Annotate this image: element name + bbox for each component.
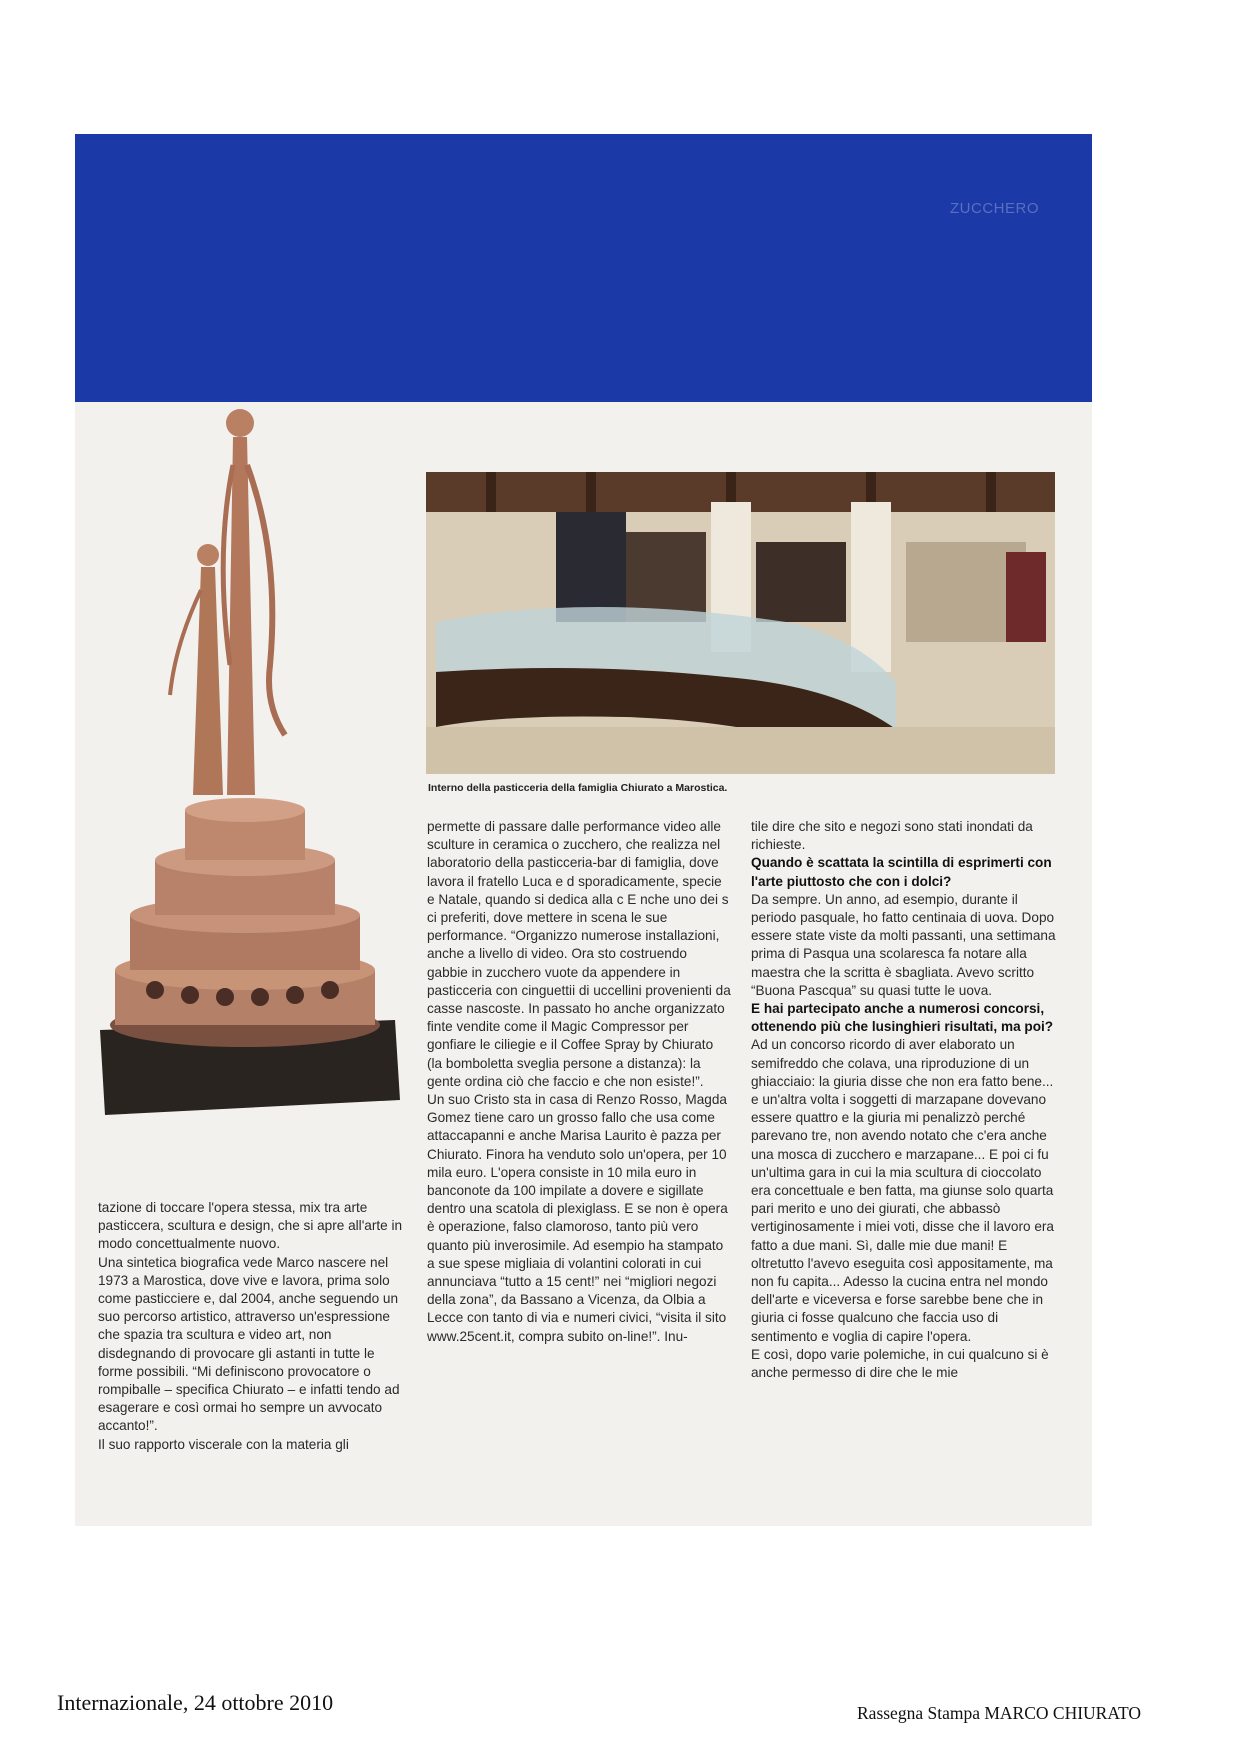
- sugar-sculpture-image: [95, 405, 410, 1155]
- paragraph: E così, dopo varie polemiche, in cui qualcuno si è anche permesso di dire che le mie: [751, 1346, 1049, 1381]
- interview-question: Quando è scattata la scintilla di esprimerti con l'arte piuttosto che con i dolci?: [751, 855, 1052, 889]
- section-label: ZUCCHERO: [950, 200, 1039, 217]
- publication-source: Internazionale, 24 ottobre 2010: [57, 1690, 334, 1715]
- article-column-3: [751, 818, 1060, 1382]
- article-column-1: [98, 1199, 408, 1454]
- paragraph: Il suo rapporto viscerale con la materia gli: [98, 1436, 349, 1452]
- photo-caption: Interno della pasticceria della famiglia Chiurato a Marostica.: [428, 782, 728, 794]
- paragraph: Un suo Cristo sta in casa di Renzo Rosso, Magda Gomez tiene caro un grosso fallo che usa come attaccapanni e anche Marisa Laurito è pazza per Chiurato. Finora ha venduto solo un'opera, per 10 mila euro. L'opera consiste in 10 mila euro in banconote da 100 impilate a dovere e sigillate dentro una scatola di plexiglass. E se non è opera è operazione, falso clamoroso, tanto più vero quanto più inverosimile. Ad esempio ha stampato a sue spese migliaia di volantini colorati in cui annunciava “tutto a 15 cent!” nei “migliori negozi della zona”, da Bassano a Vicenza, da Olbia a Lecce con tanto di via e numeri civici, “visita il sito www.25cent.it, compra subito on-line!”. Inu-: [427, 1092, 728, 1344]
- paragraph: Da sempre. Un anno, ad esempio, durante il periodo pasquale, ho fatto centinaia di uova. Dopo essere state viste da molti passanti, una settimana prima di Pasqua una scolaresca fa notare alla maestra che la scritta è sbagliata. Avevo scritto “Buona Pascqua” su quasi tutte le uova.: [751, 891, 1056, 998]
- paragraph: tazione di toccare l'opera stessa, mix tra arte pasticcera, scultura e design, che si apre all'arte in modo concettualmente nuovo.: [98, 1200, 403, 1252]
- paragraph: permette di passare dalle performance video alle sculture in ceramica o zucchero, che realizza nel laboratorio della pasticceria-bar di famiglia, dove lavora il fratello Luca e d sporadicamente, specie e Natale, quando si dedica alla c E nche uno dei s ci preferiti, dove mettere in scena le sue performance. “Organizzo numerose installazioni, anche a livello di video. Ora sto costruendo gabbie in zucchero vuote da appendere in pasticceria con cinguettii di uccellini provenienti da casse nascoste. In passato ho anche organizzato finte vendite come il Magic Compressor per gonfiare le ciliegie e il Coffee Spray by Chiurato (la bomboletta sveglia persone a distanza): la gente ordina ciò che faccio e che non esiste!”.: [427, 819, 731, 1089]
- article-column-2: [427, 818, 731, 1346]
- pastry-shop-interior-photo: [426, 472, 1055, 774]
- interview-question: E hai partecipato anche a numerosi concorsi, ottenendo più che lusinghieri risultati, ma poi?: [751, 1001, 1054, 1035]
- paragraph: tile dire che sito e negozi sono stati inondati da richieste.: [751, 819, 1033, 853]
- paragraph: Ad un concorso ricordo di aver elaborato un semifreddo che colava, una riproduzione di un ghiacciaio: la giuria disse che non era fatto bene... e un'altra volta i soggetti di marzapane dovevano essere quattro e la giuria mi penalizzò perché parevano tre, non avendo notato che c'era anche una mosca di zucchero e marzapane... E poi ci fu un'ultima gara in cui la mia scultura di cioccolato era concettuale e ben fatta, ma giunse solo quarta pari merito e uno dei giurati, che abbassò vertiginosamente i miei voti, disse che il lavoro era fatto a due mani. Sì, dalle mie due mani! E oltretutto l'avevo eseguita così appositamente, ma non fu capita... Adesso la cucina entra nel mondo dell'arte e viceversa e forse sarebbe bene che in giuria ci fosse qualcuno che faccia uso di sentimento e voglia di capire l'opera.: [751, 1037, 1054, 1344]
- press-review-label: Rassegna Stampa MARCO CHIURATO: [857, 1703, 1142, 1723]
- paragraph: Una sintetica biografica vede Marco nascere nel 1973 a Marostica, dove vive e lavora, prima solo come pasticciere e, dal 2004, anche seguendo un suo percorso artistico, attraverso un'espressione che spazia tra scultura e video art, non disdegnando di provocare gli astanti in tutte le forme possibili. “Mi definiscono provocatore o rompiballe – specifica Chiurato – e infatti tendo ad esagerare e così ormai ho sempre un avvocato accanto!”.: [98, 1254, 400, 1434]
- blue-header-banner: [75, 134, 1092, 402]
